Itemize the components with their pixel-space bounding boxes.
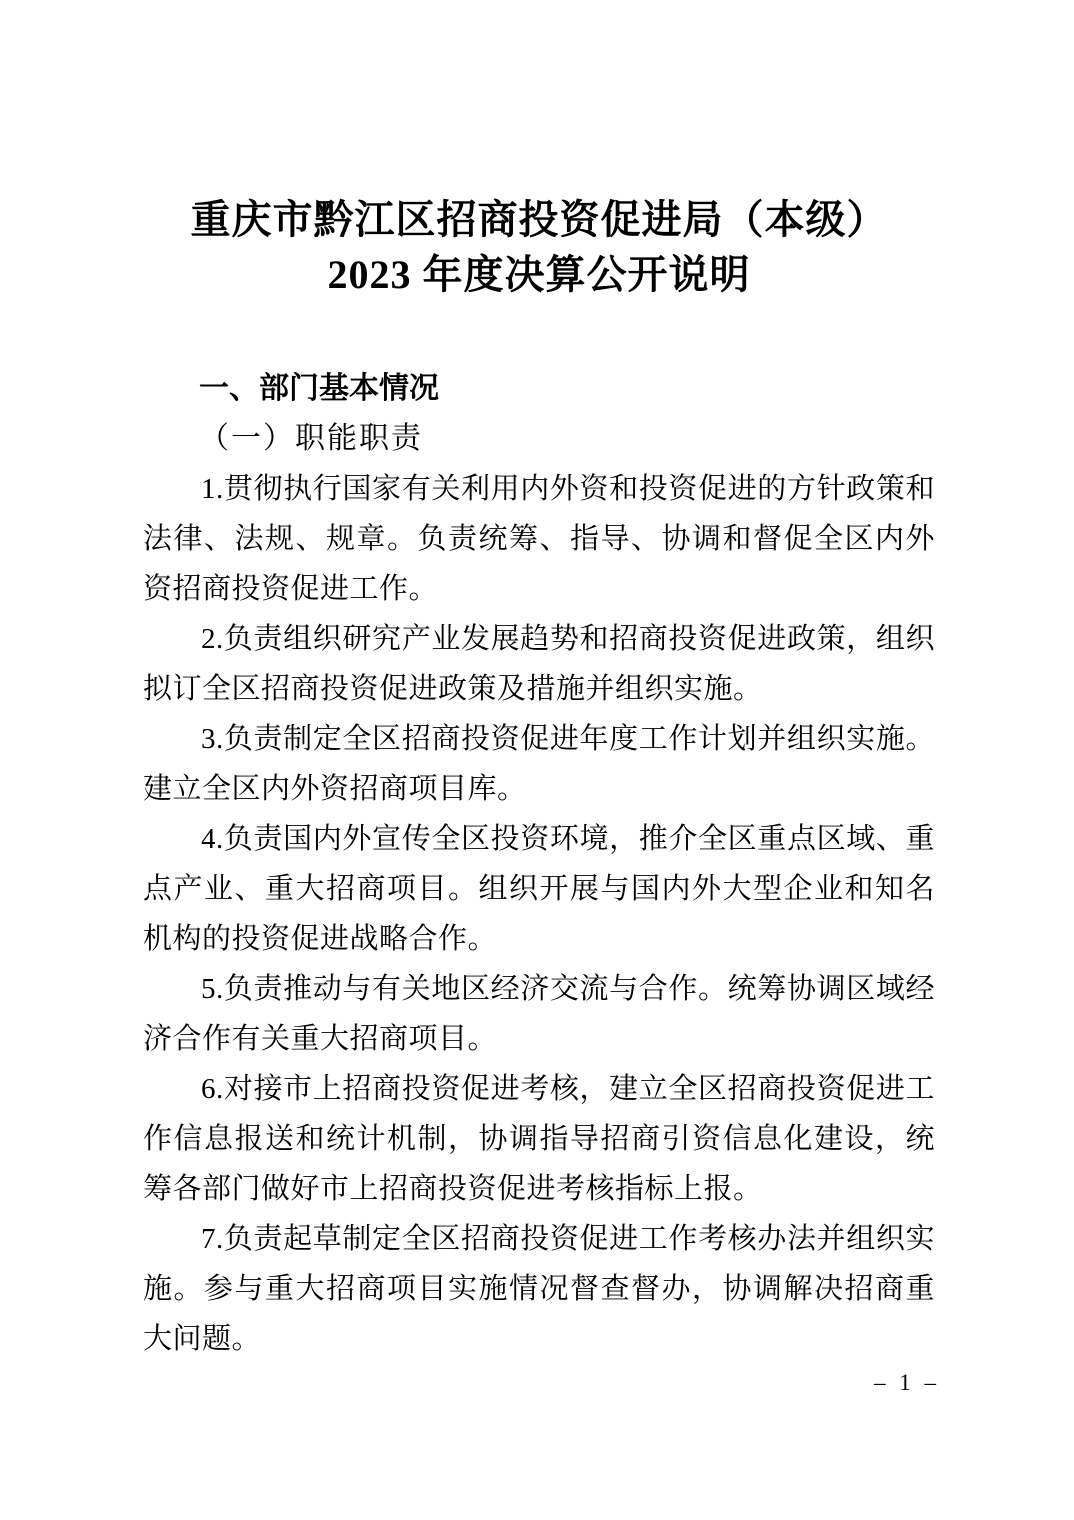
paragraph-3: 3.负责制定全区招商投资促进年度工作计划并组织实施。建立全区内外资招商项目库。 [143, 723, 935, 805]
document-content [143, 0, 935, 1364]
paragraph-2: 2.负责组织研究产业发展趋势和招商投资促进政策，组织拟订全区招商投资促进政策及措施并组织实施。 [143, 623, 935, 705]
body-text [143, 464, 935, 1364]
paragraph-1: 1.贯彻执行国家有关利用内外资和投资促进的方针政策和法律、法规、规章。负责统筹、指导、协调和督促全区内外资招商投资促进工作。 [143, 473, 935, 605]
paragraph-5: 5.负责推动与有关地区经济交流与合作。统筹协调区域经济合作有关重大招商项目。 [143, 973, 935, 1055]
page-number: – 1 – [874, 1370, 940, 1395]
document-title-line2: 2023 年度决算公开说明 [327, 252, 751, 297]
subsection-heading-duties: （一）职能职责 [199, 422, 423, 455]
paragraph-4: 4.负责国内外宣传全区投资环境，推介全区重点区域、重点产业、重大招商项目。组织开展与国内外大型企业和知名机构的投资促进战略合作。 [143, 823, 935, 955]
section-heading-basic-info: 一、部门基本情况 [199, 372, 439, 405]
document-title-line1: 重庆市黔江区招商投资促进局（本级） [190, 197, 888, 242]
paragraph-6: 6.对接市上招商投资促进考核，建立全区招商投资促进工作信息报送和统计机制，协调指导招商引资信息化建设，统筹各部门做好市上招商投资促进考核指标上报。 [143, 1073, 935, 1205]
document-title-block [143, 0, 935, 302]
paragraph-7: 7.负责起草制定全区招商投资促进工作考核办法并组织实施。参与重大招商项目实施情况督查督办，协调解决招商重大问题。 [143, 1223, 935, 1355]
